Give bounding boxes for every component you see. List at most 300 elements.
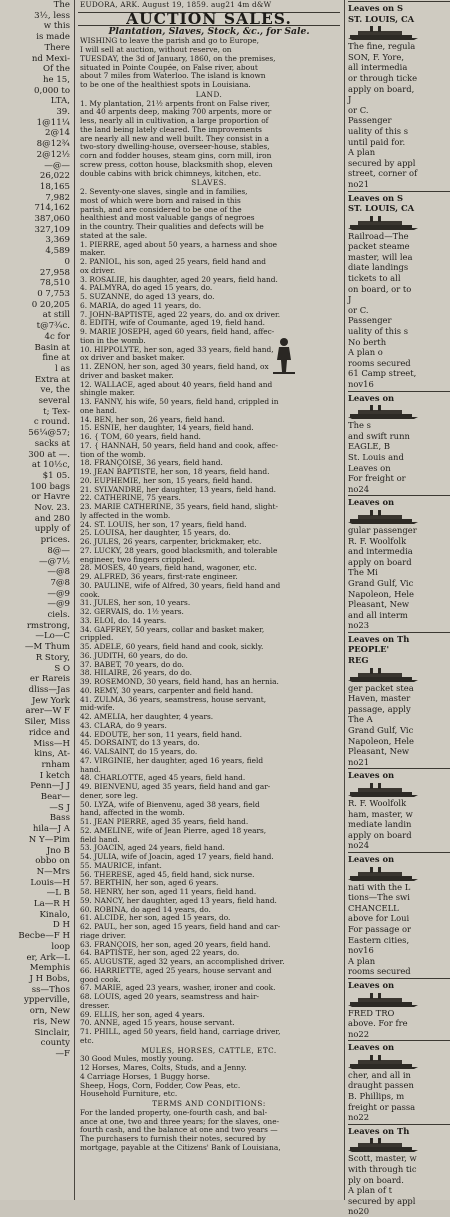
steamboat-ad-line: EAGLE, B [348, 441, 391, 452]
slave-entry-line: engineer, two fingers crippled. [80, 554, 196, 564]
steamboat-icon [348, 1138, 418, 1152]
left-column-line: —F [55, 1048, 70, 1059]
steamboat-ad-line: R. F. Woolfolk [348, 535, 407, 546]
steamboat-ad-line: tickets to all [348, 273, 401, 284]
slave-entry-line: 28. MOSES, 40 years, field hand, wagoner, etc. [80, 563, 257, 573]
left-column-line: prices. [40, 535, 70, 546]
steamboat-ad-line: B. Phillips, m [348, 1091, 405, 1102]
steamboat-ad-line: Grand Gulf, Vic [348, 577, 414, 588]
left-column-line: 78,510 [39, 278, 70, 289]
stock-line: 4 Carriage Horses, 1 Buggy horse. [80, 1071, 210, 1081]
steamboat-ad-line: J [348, 294, 352, 305]
slave-entry-line: 47. VIRGINIE, her daughter, aged 16 years, field [80, 755, 264, 765]
slave-entry-line: 32. GERVAIS, do. 1½ years. [80, 607, 184, 616]
slave-entry-line: 54. JULIA, wife of Joacin, aged 17 years, field hand. [80, 852, 274, 861]
left-column-line: 27,958 [39, 267, 70, 278]
slave-entry-line: 2. PANIOL, his son, aged 25 years, field hand and [80, 257, 267, 266]
left-column-line: R Story, [35, 652, 70, 663]
ad-divider [348, 495, 450, 496]
slave-entry-line: 27. LUCKY, 28 years, good blacksmith, and tolerable [80, 545, 278, 555]
slave-entry-line: 71. PHILL, aged 50 years, field hand, carriage driver, [80, 1027, 281, 1036]
slave-entry-line: 62. PAUL, her son, aged 15 years, field hand and car- [80, 922, 281, 931]
slave-entry-line: mid-wife. [80, 703, 115, 713]
steamboat-ad-heading: Leaves on Th [348, 1125, 410, 1136]
terms-line: fourth cash, and the balance at one and two years — [80, 1125, 278, 1135]
left-column-line: —@9 [47, 599, 70, 610]
land-line: corn and fodder houses, steam gins, corn mill, iron [80, 151, 272, 160]
left-column-line: t@7¾c. [36, 321, 70, 332]
land-line: two-story dwelling-house, overseer-house, stables, [80, 142, 270, 152]
slave-entry-line: 9. MARIE JOSEPH, aged 60 years, field hand, affec- [80, 327, 275, 336]
ad-divider [348, 632, 450, 633]
intro-paragraph [78, 37, 340, 90]
land-line: are nearly all new and well built. They consist in a [80, 133, 269, 143]
left-column-line: 2@14 [45, 128, 70, 139]
left-column-line: l as [54, 363, 70, 374]
slave-entry-line: 66. HARRIETTE, aged 25 years, house servant and [80, 965, 272, 975]
slave-entry-line: 12. WALLACE, aged about 40 years, field hand and [80, 379, 273, 389]
ad-divider [348, 391, 450, 392]
steamboat-ad-line: on board, or to [348, 283, 412, 294]
steamboat-ad-heading: Leaves on [348, 1042, 395, 1053]
auction-title: AUCTION SALES. [78, 13, 340, 26]
left-column-line: sacks at [34, 438, 70, 449]
left-column-line: obbo on [35, 856, 70, 867]
left-column-line: rnham [41, 759, 70, 770]
slaves-caption: SLAVES. [191, 178, 227, 188]
left-column-line: LTA, [50, 96, 70, 107]
steamboat-ad-line: freight or passa [348, 1101, 416, 1112]
steamboat-ad-heading: Leaves on S [348, 192, 404, 203]
slave-entry-line: crippled. [80, 633, 114, 643]
left-column-line: er, Ark—L [26, 952, 70, 963]
left-column-line: 26,022 [39, 171, 70, 182]
slave-entry-line: 43. CLARA, do 9 years. [80, 720, 167, 730]
land-paragraph [78, 100, 340, 179]
steamboat-icon [348, 783, 418, 797]
steamboat-ad-line: No berth [348, 336, 387, 347]
slave-entry-line: 24. ST. LOUIS, her son, 17 years, field hand. [80, 519, 247, 529]
left-column-line: fine at [42, 353, 70, 364]
steamboat-ad-line: rooms secured [348, 357, 411, 368]
left-column-line: 0 20,205 [31, 299, 70, 310]
left-column-line: Jew York [31, 695, 70, 706]
steamboat-ad [348, 94, 450, 189]
left-column-line: 3,369 [45, 235, 70, 246]
left-column-line: ss—Thos [31, 984, 70, 995]
slave-entry-line: 18. FRANÇOISE, 36 years, field hand. [80, 458, 223, 468]
left-column-line: 0,000 to [34, 85, 70, 96]
steamboat-ad-line: uality of this s [348, 326, 409, 337]
slave-entry-line: 65. AUGUSTE, aged 32 years, an accomplished driver. [80, 957, 285, 966]
steamboat-ad-line: For passage or [348, 923, 412, 934]
terms-caption: TERMS AND CONDITIONS: [152, 1099, 266, 1108]
left-column-line: 387,060 [34, 214, 70, 225]
steamboat-ad [348, 978, 450, 1007]
steamboat-ad-line: no21 [348, 178, 370, 189]
slave-entry-line: 57. BERTHIN, her son, aged 6 years. [80, 878, 219, 888]
steamboat-ad-line: ham, master, w [348, 808, 413, 819]
left-column-line: county [40, 1038, 70, 1049]
slave-entry-line: ox driver. [80, 265, 116, 275]
slave-entry-line: 36. JUDITH, 60 years, do do. [80, 650, 188, 660]
left-column-line: 8@12¾ [36, 139, 70, 150]
steamboat-ad-heading: REG [348, 655, 369, 666]
steamboat-ad [348, 41, 450, 94]
slave-entry-line: 41. ZULMA, 36 years, seamstress, house servant, [80, 694, 267, 704]
left-column-line: —Lo—C [35, 631, 70, 642]
slave-entry-line: 67. MARIE, aged 23 years, washer, ironer and cook. [80, 983, 276, 993]
left-column-line: arer—W F [25, 706, 70, 717]
steamboat-ad-line: The Mi [348, 567, 378, 578]
left-column-line: —@8 [47, 567, 70, 578]
steamboat-ad-line: secured by appl [348, 1195, 416, 1206]
steamboat-ad [348, 632, 450, 682]
steamboat-ad-heading: PEOPLE' [348, 644, 390, 655]
left-column-line: Louis—H [30, 877, 70, 888]
left-column-line: at 10½c, [31, 460, 70, 471]
slave-entry-line: 52. AMELINE, wife of Jean Pierre, aged 18 years, [80, 825, 267, 835]
steamboat-ad-line: or through ticke [348, 72, 418, 83]
steamboat-ad-line: diate landings [348, 262, 409, 273]
left-column-line: 1@11¼ [36, 117, 70, 128]
steamboat-ad-heading: Leaves on [348, 979, 395, 990]
ad-divider [348, 191, 450, 192]
left-column-line: J H Bobs, [29, 973, 70, 984]
left-column-line: ypperville, [24, 995, 70, 1006]
left-column-line: 4,589 [45, 246, 70, 257]
terms-paragraph [78, 1109, 340, 1153]
stock-line: 12 Horses, Mares, Colts, Studs, and a Jenny. [80, 1063, 247, 1072]
slaves-intro [78, 188, 340, 241]
slave-entry-line: maker. [80, 248, 106, 258]
steamboat-ad-line: Passenger [348, 115, 392, 126]
left-column-line: S O [54, 663, 70, 674]
left-column-line: —@7½ [39, 556, 70, 567]
steamboat-ad-line: rooms secured [348, 966, 411, 977]
steamboat-ad-line: Grand Gulf, Vic [348, 725, 414, 736]
left-column-line: t; Tex- [43, 406, 70, 417]
left-column-line: at still [42, 310, 70, 321]
steamboat-ad-line: apply on board, [348, 83, 415, 94]
ad-divider [348, 1, 450, 2]
left-column-line: ve, the [40, 385, 70, 396]
steamboat-ad [348, 798, 450, 851]
left-column-line: ciels. [47, 610, 70, 621]
steamboat-ad-line: A plan [348, 955, 376, 966]
steamboat-ad-heading: Leaves on [348, 392, 395, 403]
left-column-line: ris, New [33, 1016, 70, 1027]
left-column-line: —S J [49, 802, 70, 813]
left-column-line: N—Mrs [36, 866, 70, 877]
ad-divider [348, 852, 450, 853]
left-column-line: 100 bags [30, 481, 70, 492]
slave-entry-line: 23. MARIE CATHERINE, 35 years, field hand, slight- [80, 502, 278, 511]
slave-entry-line: 26. JULES, 26 years, carpenter, brickmaker, etc. [80, 537, 262, 546]
slave-entry-line: 11. ZENON, her son, aged 30 years, field hand, ox [80, 362, 269, 371]
steamboat-ad-line: apply on board [348, 829, 412, 840]
slaves-intro-line: in the country. Their qualities and defects will be [80, 222, 264, 231]
steamboat-ad-line: ger packet stea [348, 682, 414, 693]
left-column-line: Basin at [34, 342, 70, 353]
steamboat-ad-heading: Leaves on S [348, 3, 404, 13]
left-column-line: Memphis [29, 963, 70, 974]
slave-entry-line: tion of the womb. [80, 449, 146, 459]
steamboat-ad-line: A plan [348, 147, 376, 158]
left-column-line: loop [51, 941, 70, 952]
left-column-line: 7,982 [45, 192, 70, 203]
left-column-line: upply of [34, 524, 70, 535]
left-column-line: 0 [64, 256, 70, 267]
slave-entry-line: 5. SUZANNE, do aged 13 years, do. [80, 292, 215, 301]
land-line: double cabins with brick chimneys, kitchen, etc. [80, 168, 262, 178]
left-column-line: 56¼@57; [28, 428, 70, 439]
stock-line: Sheep, Hogs, Corn, Fodder, Cow Peas, etc. [80, 1080, 241, 1090]
slave-entry-line: 16. { TOM, 60 years, field hand. [80, 432, 201, 441]
steamboat-ad-line: ply on board. [348, 1174, 404, 1185]
steamboat-ad-line: no24 [348, 483, 370, 494]
steamboat-ad-line: uality of this s [348, 125, 409, 136]
slave-entry-line: 14. BEN, her son, 26 years, field hand. [80, 414, 225, 424]
left-column-line: c round. [33, 417, 70, 428]
left-column-line: w this [43, 21, 70, 32]
ad-divider [348, 1124, 450, 1125]
steamboat-ad [348, 391, 450, 420]
left-column-line: The [53, 0, 70, 10]
slave-entry-line: 50. LYZA, wife of Bienvenu, aged 38 years, field [80, 799, 260, 809]
steamboat-ad [348, 1153, 450, 1217]
left-column-line: —@— [44, 160, 70, 171]
slave-entry-line: 38. HILAIRE, 26 years, do do. [80, 668, 192, 678]
left-column-line: 18,165 [39, 181, 70, 192]
left-column-line: ridce and [28, 727, 70, 738]
left-column-line: La—R H [33, 899, 70, 910]
auction-column [78, 0, 340, 1200]
left-column-line: —M Thum [24, 642, 70, 653]
slave-entry-line: 19. JEAN BAPTISTE, her son, 18 years, field hand. [80, 467, 270, 476]
slave-entry-line: 31. JULES, her son, 10 years. [80, 598, 191, 608]
left-column-line: orn, New [29, 1006, 70, 1017]
slave-entry-line: ly affected in the womb. [80, 510, 171, 520]
steamboat-ad-line: nov16 [348, 379, 374, 389]
left-column-line: Miss—H [33, 738, 70, 749]
column-rule-left [74, 0, 75, 1200]
steamboat-ad-line: or C. [348, 104, 369, 115]
steamboat-ad-line: cher, and all in [348, 1069, 411, 1080]
slave-entry-line: 35. ADELE, 60 years, field hand and cook, sickly. [80, 642, 264, 651]
slaves-intro-line: most of which were born and raised in this [80, 195, 241, 205]
steamboat-ad-line: Scott, master, w [348, 1153, 417, 1164]
steamboat-ad-heading: Leaves on [348, 853, 395, 864]
left-column-line: —L B [46, 888, 70, 899]
slave-entry-line: 51. JEAN PIERRE, aged 35 years, field hand. [80, 817, 249, 826]
steamboat-ad-heading: Leaves on [348, 497, 395, 508]
slave-entry-line: 6. MARIA, do aged 11 years, do. [80, 300, 202, 310]
steamboat-ad-line: nati with the L [348, 881, 411, 892]
left-column-line: 0 7,753 [37, 288, 70, 299]
left-column-line: nd Mexi- [31, 53, 70, 64]
slaves-intro-line: stated at the sale. [80, 230, 148, 240]
steamboat-ads-column [348, 0, 450, 1217]
steamboat-ad-line: R. F. Woolfolk [348, 798, 407, 808]
steamboat-ad-line: Leaves on [348, 462, 391, 473]
steamboat-ad-line: no23 [348, 620, 370, 631]
steamboat-ad-line: The fine, regula [348, 41, 416, 52]
slave-entry-line: 46. VALSAINT, do 15 years, do. [80, 747, 198, 756]
left-column [0, 0, 72, 1200]
slave-list [78, 241, 340, 1046]
steamboat-ad-line: secured by appl [348, 157, 416, 168]
steamboat-ad-line: FRED TRO [348, 1007, 395, 1018]
ad-divider [348, 768, 450, 769]
left-column-line: Jno B [46, 845, 70, 856]
intro-line: about 7 miles from Waterloo. The island is known [80, 71, 266, 81]
intro-line: WISHING to leave the parish and go to Europe, [80, 36, 259, 46]
steamboat-ad-line: master, will lea [348, 251, 413, 262]
steamboat-ad-line: passage, apply [348, 703, 411, 714]
slave-entry-line: 33. ELOI, do. 14 years. [80, 615, 167, 625]
slave-entry-line: 30. PAULINE, wife of Alfred, 30 years, field hand and [80, 580, 281, 590]
steamboat-ad-line: 61 Camp street, [348, 368, 417, 379]
slave-entry-line: 34. GAFFREY, 50 years, collar and basket maker, [80, 624, 265, 634]
terms-line: ance at one, two and three years; for the slaves, one- [80, 1116, 280, 1126]
slave-entry-line: 68. LOUIS, aged 20 years, seamstress and hair- [80, 992, 260, 1001]
slave-entry-line: hand, affected in the womb. [80, 808, 185, 818]
steamboat-icon [348, 26, 418, 40]
steamboat-ad [348, 768, 450, 797]
slave-entry-line: 25. LOUISA, her daughter, 15 years, do. [80, 528, 231, 538]
slave-entry-line: 39. ROSEMOND, 30 years, field hand, has an hernia. [80, 677, 279, 686]
left-column-line: hila—J A [32, 824, 70, 835]
slave-entry-line: 58. HENRY, her son, aged 11 years, field hand. [80, 887, 257, 896]
steamboat-ad-line: mediate landin [348, 819, 412, 830]
slave-entry-line: 17. { HANNAH, 50 years, field hand and cook, affec- [80, 440, 278, 450]
stock-caption: MULES, HORSES, CATTLE, ETC. [141, 1045, 277, 1055]
steamboat-ad-heading: Leaves on [348, 770, 395, 781]
left-column-line: 2@12½ [36, 149, 70, 160]
slave-entry-line: 49. BIENVENU, aged 35 years, field hand and gar- [80, 782, 271, 791]
left-column-line: 8@— [47, 545, 70, 556]
steamboat-ad-line: The A [348, 714, 373, 725]
slave-entry-line: 10. HIPPOLYTE, her son, aged 33 years, field hand, [80, 344, 274, 354]
left-column-line: Siler, Miss [24, 717, 70, 728]
left-column-line: is made [36, 32, 70, 43]
steamboat-ad [348, 231, 450, 390]
left-column-line: 714,162 [34, 203, 70, 214]
steamboat-icon [348, 993, 418, 1007]
left-column-line: Penn—J J [30, 781, 70, 792]
stock-line: 30 Good Mules, mostly young. [80, 1054, 194, 1064]
slave-entry-line: 44. EDOUTE, her son, 11 years, field hand. [80, 729, 242, 739]
intro-line: situated in Pointe Coupée, on False river, about [80, 62, 258, 72]
steamboat-ad-line: above for Loui [348, 913, 410, 924]
steamboat-ad [348, 1, 450, 40]
intro-line: to be one of the healthiest spots in Louisiana. [80, 80, 251, 89]
land-line: and 40 arpents deep, making 700 arpents, more or [80, 107, 272, 117]
steamboat-ad [348, 882, 450, 977]
left-column-line: Sinclair, [34, 1027, 70, 1038]
left-column-line: 39. [56, 107, 70, 118]
steamboat-ad-line: Railroad—The [348, 230, 409, 241]
slave-entry-line: 48. CHARLOTTE, aged 45 years, field hand. [80, 773, 246, 783]
steamboat-icon [348, 216, 418, 230]
steamboat-ad-line: packet steame [348, 241, 410, 252]
land-line: 1. My plantation, 21½ arpents front on False river, [80, 98, 270, 108]
steamboat-ad [348, 1070, 450, 1123]
steamboat-ad-line: no20 [348, 1206, 370, 1217]
left-column-line: or Havre [31, 492, 70, 503]
steamboat-ad-line: Haven, master [348, 693, 411, 704]
left-column-line: kins, At- [34, 749, 70, 760]
steamboat-ad [348, 420, 450, 494]
left-column-line: dliss—Jas [28, 685, 70, 695]
slave-entry-line: 53. JOACIN, aged 24 years, field hand. [80, 843, 225, 853]
auction-subtitle: Plantation, Slaves, Stock, &c., for Sale. [108, 25, 310, 37]
steamboat-ad [348, 683, 450, 768]
steamboat-ad-line: J [348, 94, 352, 105]
left-column-line: Becbe—F H [18, 931, 70, 942]
steamboat-ad-line: no21 [348, 756, 370, 767]
figure-woodcut-icon [272, 336, 296, 374]
steamboat-ad-line: street, corner of [348, 168, 418, 179]
slave-entry-line: 13. FANNY, his wife, 50 years, field hand, crippled in [80, 397, 279, 406]
steamboat-ad-line: no22 [348, 1112, 370, 1123]
slave-entry-line: tion in the womb. [80, 335, 146, 345]
left-column-line: Kinalo, [39, 909, 70, 920]
slave-entry-line: 69. ELLIS, her son, aged 4 years. [80, 1009, 205, 1019]
slaves-intro-line: healthiest and most valuable gangs of negroes [80, 213, 255, 223]
steamboat-ad [348, 1124, 450, 1153]
left-column-line: There [44, 42, 70, 53]
steamboat-ad-line: tions—The swi [348, 892, 410, 903]
slave-entry-line: dener, sore leg. [80, 790, 138, 800]
steamboat-ad-line: until paid for. [348, 136, 406, 147]
slave-entry-line: 61. ALCIDE, her son, aged 15 years, do. [80, 913, 231, 923]
steamboat-ad-line: and all interm [348, 609, 408, 620]
slave-entry-line: driver and basket maker. [80, 370, 174, 380]
left-column-line: —@9 [47, 588, 70, 599]
slave-entry-line: 22. CATHERINE, 75 years. [80, 493, 181, 503]
steamboat-ad [348, 495, 450, 524]
left-column-line: he 15, [42, 74, 70, 85]
slave-entry-line: 64. BAPTISTE, her son, aged 22 years, do. [80, 948, 240, 958]
steamboat-icon [348, 668, 418, 682]
steamboat-ad-line: all intermedia [348, 62, 408, 73]
left-column-line: and 280 [34, 513, 70, 524]
steamboat-ad-line: Pleasant, New [348, 599, 410, 610]
steamboat-ad-line: and swift runn [348, 430, 410, 441]
slave-entry-line: shingle maker. [80, 388, 135, 398]
ad-divider [348, 978, 450, 979]
steamboat-ad-line: gular passenger [348, 524, 417, 535]
steamboat-ad-line: nov16 [348, 945, 374, 956]
steamboat-ad-line: The s [348, 420, 371, 431]
terms-line: The purchasers to furnish their notes, secured by [80, 1134, 266, 1143]
slave-entry-line: cook. [80, 589, 100, 599]
steamboat-ad-line: or C. [348, 304, 369, 315]
left-column-line: 300 at —. [28, 449, 70, 460]
steamboat-icon [348, 510, 418, 524]
slave-entry-line: dresser. [80, 1000, 110, 1010]
steamboat-ad-line: Napoleon, Hele [348, 588, 415, 599]
slave-entry-line: 60. ROBINA, do aged 14 years, do. [80, 904, 211, 914]
slave-entry-line: 59. NANCY, her daughter, aged 13 years, field hand. [80, 895, 277, 905]
left-column-line: Bass [49, 813, 70, 824]
steamboat-ad-heading: Leaves on Th [348, 633, 410, 644]
steamboat-ad-line: Eastern cities, [348, 934, 410, 945]
left-column-line: er Rareis [29, 674, 70, 685]
left-column-line: $1 05. [42, 470, 70, 481]
